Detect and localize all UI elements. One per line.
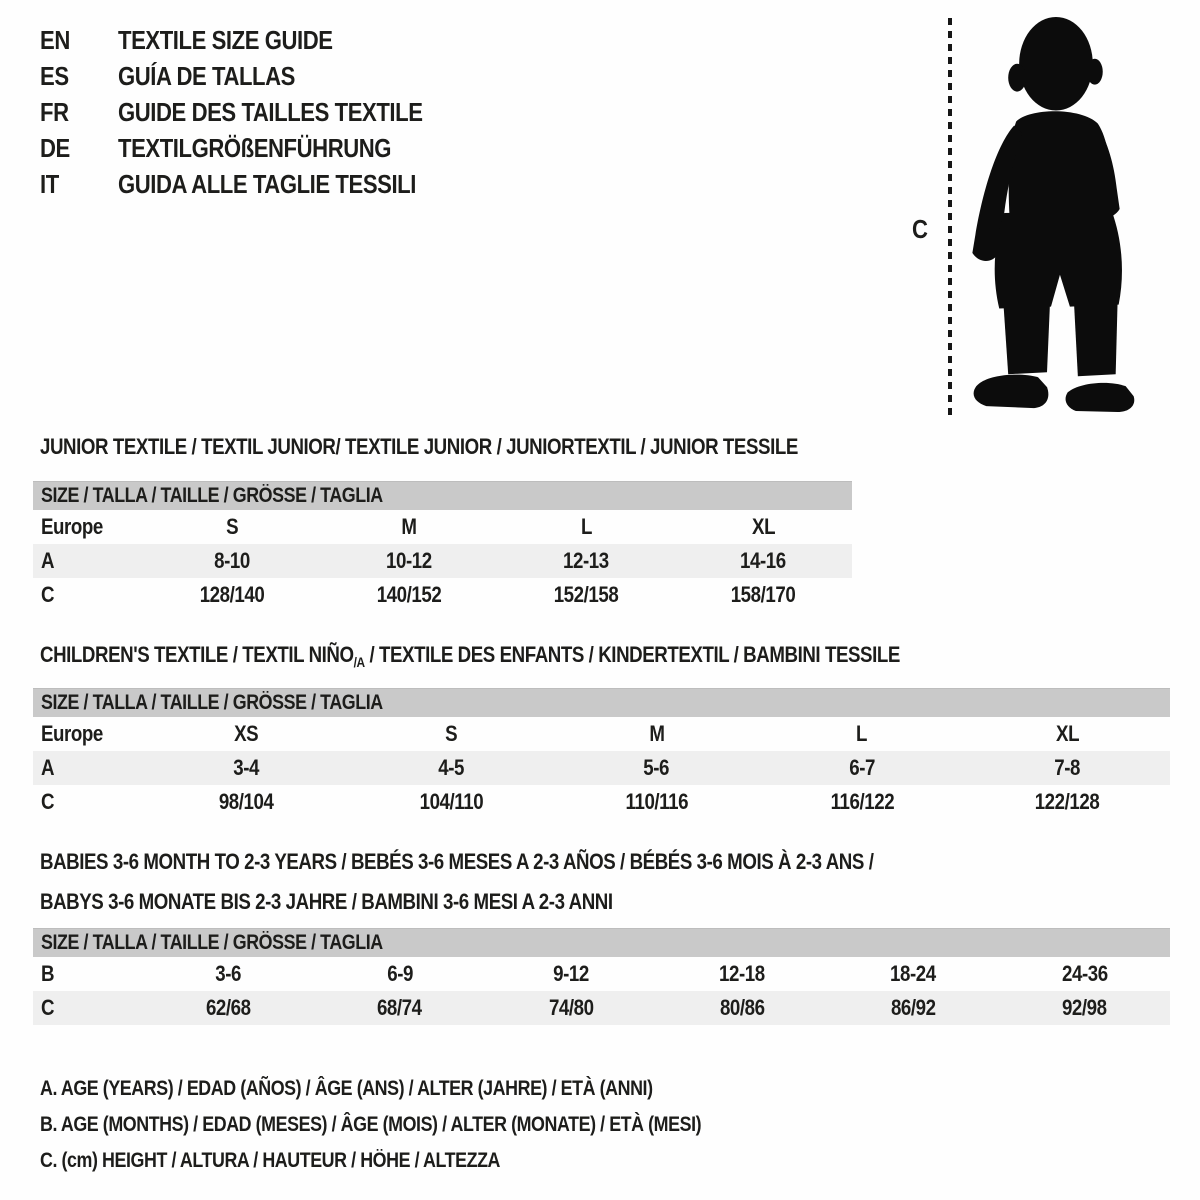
babies-size-table [33, 928, 1170, 1025]
age-value: 6-7 [849, 755, 875, 780]
language-title: GUIDA ALLE TAGLIE TESSILI [118, 169, 416, 199]
age-value: 12-18 [719, 961, 765, 986]
height-value: 74/80 [548, 995, 594, 1020]
table-row-age-months [33, 957, 1170, 991]
height-value: 140/152 [376, 582, 442, 607]
height-value: 122/128 [1035, 789, 1100, 814]
section-heading-junior: JUNIOR TEXTILE / TEXTIL JUNIOR/ TEXTILE JUNIOR / JUNIORTEXTIL / JUNIOR TESSILE [40, 434, 798, 459]
height-value: 158/170 [731, 582, 796, 607]
size-value: XL [751, 514, 775, 539]
language-code: DE [40, 133, 70, 163]
size-value: M [401, 514, 417, 539]
row-label: C [41, 995, 55, 1020]
language-code: FR [40, 97, 69, 127]
height-value: 128/140 [199, 582, 264, 607]
section-heading-children: CHILDREN'S TEXTILE / TEXTIL $NIÑO_{/A}$ / TEXTILE DES ENFANTS / KINDERTEXTIL / BAMBINI TESSILE [40, 642, 900, 670]
table-row-age-years [33, 751, 1170, 785]
row-label: A [41, 755, 55, 780]
height-value: 104/110 [419, 789, 483, 814]
legend-line-a: A. AGE (YEARS) / EDAD (AÑOS) / ÂGE (ANS) / ALTER (JAHRE) / ETÀ (ANNI) [40, 1077, 653, 1100]
size-value: S [225, 514, 238, 539]
heading-subscript: /A [353, 654, 365, 670]
height-value: 110/116 [625, 789, 688, 814]
size-value: XL [1055, 721, 1079, 746]
age-value: 6-9 [386, 961, 413, 986]
height-value: 116/122 [830, 789, 894, 814]
size-header-band: SIZE / TALLA / TAILLE / GRÖSSE / TAGLIA [33, 928, 1170, 957]
size-header-band: SIZE / TALLA / TAILLE / GRÖSSE / TAGLIA [33, 688, 1170, 717]
language-title: GUÍA DE TALLAS [118, 61, 295, 91]
table-row-height-cm [33, 578, 852, 612]
language-code: IT [40, 169, 59, 199]
age-value: 14-16 [740, 548, 787, 573]
table-row-age-years [33, 544, 852, 578]
language-code: EN [40, 25, 70, 55]
row-label: A [41, 548, 55, 573]
age-value: 9-12 [553, 961, 589, 986]
height-measure-label: C [912, 214, 928, 244]
language-title: TEXTILGRÖßENFÜHRUNG [118, 133, 392, 163]
age-value: 5-6 [643, 755, 670, 780]
age-value: 3-4 [232, 755, 259, 780]
row-label: Europe [41, 721, 103, 746]
size-value: L [856, 721, 868, 746]
height-value: 98/104 [218, 789, 274, 814]
age-value: 18-24 [890, 961, 937, 986]
measurement-legend [40, 1071, 818, 1179]
size-value: L [580, 514, 592, 539]
toddler-silhouette [958, 14, 1140, 422]
row-label: C [41, 582, 55, 607]
height-dashed-line [948, 18, 952, 415]
row-label: Europe [41, 514, 103, 539]
age-value: 7-8 [1054, 755, 1081, 780]
table-row-height-cm [33, 785, 1170, 819]
age-value: 12-13 [563, 548, 609, 573]
junior-size-table [33, 481, 852, 612]
table-row-height-cm [33, 991, 1170, 1025]
size-value: M [648, 721, 665, 746]
size-value: XS [233, 721, 258, 746]
language-title: GUIDE DES TAILLES TEXTILE [118, 97, 423, 127]
size-value: S [445, 721, 458, 746]
height-value: 80/86 [719, 995, 765, 1020]
language-code: ES [40, 61, 69, 91]
table-row-europe [33, 510, 852, 544]
height-value: 86/92 [890, 995, 936, 1020]
language-title: TEXTILE SIZE GUIDE [118, 25, 333, 55]
legend-line-c: C. (cm) HEIGHT / ALTURA / HAUTEUR / HÖHE / ALTEZZA [40, 1149, 501, 1172]
age-value: 3-6 [215, 961, 242, 986]
age-value: 10-12 [386, 548, 432, 573]
size-header-band: SIZE / TALLA / TAILLE / GRÖSSE / TAGLIA [33, 481, 852, 510]
measurement-figure [0, 0, 1200, 430]
height-value: 68/74 [377, 995, 423, 1020]
age-value: 4-5 [438, 755, 464, 780]
section-heading-babies: BABIES 3-6 MONTH TO 2-3 YEARS / BEBÉS 3-6 MESES A 2-3 AÑOS / BÉBÉS 3-6 MOIS À 2-3 ANS / BABYS 3-6 MONATE BIS 2-3 JAHRE / BAMBINI 3-6 MESI A 2-3 ANNI [40, 849, 874, 914]
height-value: 62/68 [206, 995, 251, 1020]
age-value: 8-10 [213, 548, 250, 573]
height-value: 92/98 [1062, 995, 1107, 1020]
row-label: B [41, 961, 55, 986]
legend-line-b: B. AGE (MONTHS) / EDAD (MESES) / ÂGE (MOIS) / ALTER (MONATE) / ETÀ (MESI) [40, 1113, 702, 1136]
table-row-europe [33, 717, 1170, 751]
height-value: 152/158 [553, 582, 619, 607]
age-value: 24-36 [1061, 961, 1108, 986]
children-size-table [33, 688, 1170, 819]
row-label: C [41, 789, 55, 814]
